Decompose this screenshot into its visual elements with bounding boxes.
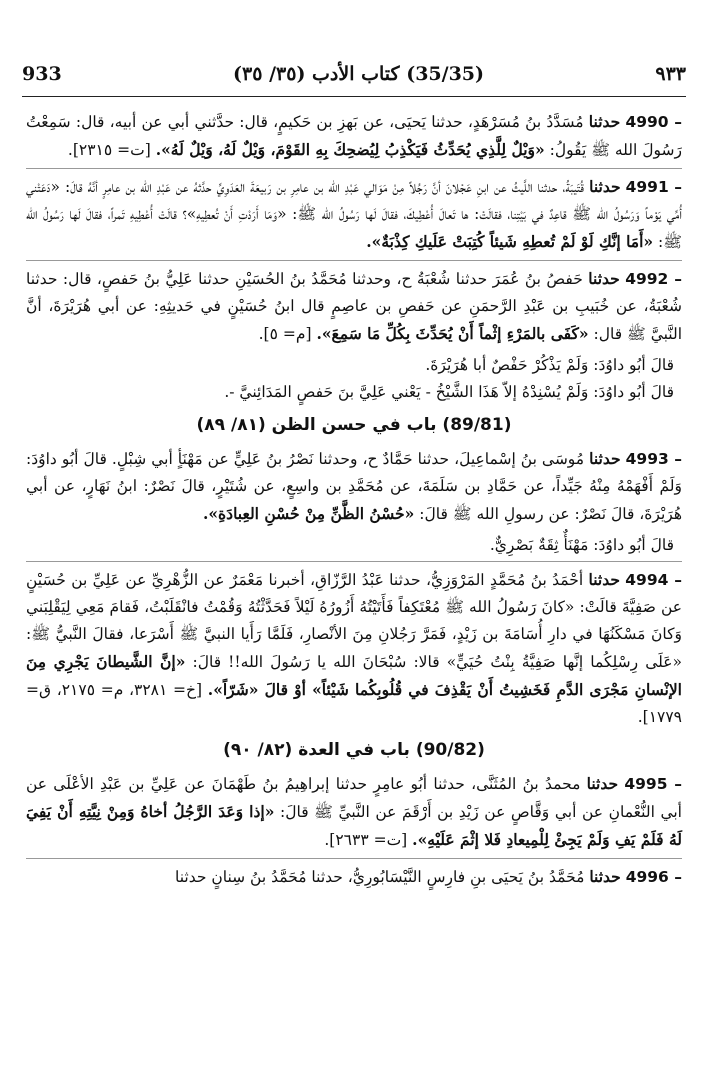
page-number-latin: 933: [22, 63, 62, 85]
editor-note: قالَ أبُو داوُدَ: وَلَمْ يُسْنِدْهُ إلاّ هَذَا الشَّيْخُ - يَعْني عَلِيَّ بنَ حَفصٍ المَدَائِنيَّ -.: [224, 383, 674, 401]
hadith-intro: حدثنا: [589, 449, 621, 468]
hadith-number: 4990 –: [625, 113, 682, 131]
hadith-intro: حدثنا: [588, 570, 620, 589]
hadith-intro: حدثنا: [589, 867, 621, 886]
hadith-number: 4994 –: [625, 571, 682, 589]
chapter-heading: (90/82) باب في العدة (٨٢/ ٩٠): [223, 740, 485, 760]
hadith-quote: «حُسْنُ الظَّنِّ مِنْ حُسْنِ العِبادَةِ».: [202, 504, 415, 523]
hadith-4992: [26, 260, 682, 348]
hadith-quote: «إذا وَعَدَ الرَّجُلُ أخاهُ وَمِنْ نِيَّتِهِ أَنْ يَفِيَ لَهُ فَلَمْ يَفِ وَلَمْ يَجِئْ لِلْمِيعادِ فَلا إثْمَ عَلَيْهِ».: [26, 802, 682, 849]
hadith-chain: مُسَدَّدُ بنُ مُسَرْهَدٍ، حدثنا يَحيَى، عن بَهزِ بن حَكيمٍ، قال: حدَّثني أبي عن أبيه، قال: سَمِعْتُ رَسُولَ الله ﷺ يَقُولُ:: [26, 113, 682, 159]
page-header: [22, 52, 686, 97]
hadith-quote: «أَمَا إنَّكِ لَوْ لَمْ تُعطِهِ شَيئاً كُتِبَتْ عَلَيكِ كِذْبَةٌ».: [366, 232, 654, 251]
editor-note: قالَ أبُو داوُدَ: وَلَمْ يَذْكُرْ حَفْصٌ أبا هُرَيْرَةَ.: [425, 356, 674, 374]
hadith-quote: «كَفَى بالمَرْءِ إثْماً أَنْ يُحَدِّثَ بِكُلِّ مَا سَمِعَ».: [316, 324, 589, 343]
hadith-number: 4996 –: [625, 868, 682, 886]
hadith-intro: حدثنا: [588, 112, 621, 131]
hadith-quote: «وَيْلٌ لِلَّذِي يُحَدِّثُ فَيَكْذِبُ لِيُضحِكَ بِهِ القَوْمَ، وَيْلٌ لَهُ، وَيْلٌ لَهُ».: [155, 140, 545, 159]
hadith-chain: محمدُ بنُ المُثَنَّى، حدثنا أبُو عامِرٍ حدثنا إبراهِيمُ بنُ طَهْمَانَ عن عَلِيِّ بن عَبْدِ الأعْلَى عن أبي النُّعْمانِ عن أبي وَقَّاصٍ عن زَيْدِ بن أَرْقَمَ عن النَّبيِّ ﷺ قالَ:: [26, 775, 682, 821]
hadith-4993: [26, 445, 682, 528]
hadith-4994: [26, 561, 682, 731]
hadith-quote: «إنَّ الشَّيطانَ يَجْرِي مِنَ الإنْسانِ مَجْرَى الدَّمِ فَخَشِيتُ أَنْ يَقْذِفَ في قُلُوبِكُما شَيْئاً» أوْ قالَ «شَرّاً».: [26, 652, 682, 699]
hadith-number: 4992 –: [625, 270, 682, 288]
hadith-4995: [26, 770, 682, 854]
hadith-reference: [م= ٥].: [258, 325, 312, 343]
hadith-intro: حدثنا: [588, 269, 620, 288]
hadith-chain: مُحَمَّدُ بنُ يَحيَى بنِ فارِسٍ النَّيْسَابُورِيُّ، حدثنا مُحَمَّدُ بنُ سِنانٍ حدثنا: [175, 868, 585, 886]
hadith-number: 4991 –: [625, 178, 682, 196]
hadith-reference: [ت= ٢٣١٥].: [67, 141, 151, 159]
hadith-chain: أحْمَدُ بنُ مُحَمَّدٍ المَرْوَزِيُّ، حدثنا عَبْدُ الرَّزّاقِ، أخبرنا مَعْمَرٌ عن الزُّهْرِيِّ عن عَلِيِّ بن حُسَيْنٍ عن صَفِيَّةَ قالَتْ: «كانَ رَسُولُ الله ﷺ مُعْتَكِفاً فَأَتَيْتُهُ أَزُورُهُ لَيْلاً فَحَدَّثْتُهُ وَقُمْتُ فانْقَلَبْتُ، فَقامَ مَعِي لِيَقْلِبَني وَكانَ مَسْكَنُهَا في دارِ أُسَامَةَ بن زَيْدٍ، فَمَرَّ رَجُلانِ مِنَ الأنْصارِ، فَلَمَّا رَأَيا النبيَّ ﷺ أَسْرَعا، فقالَ النَّبيُّ ﷺ: «عَلَى رِسْلِكُما إنَّها صَفِيَّةُ بِنْتُ حُيَيٍّ» قالا: سُبْحَانَ الله يا رَسُولَ الله!! قالَ:: [26, 571, 682, 671]
hadith-reference: [ت= ٢٦٣٣].: [324, 831, 408, 849]
hadith-intro: حدثنا: [589, 177, 621, 196]
hadith-chain: حَفصُ بنُ عُمَرَ حدثنا شُعْبَةُ ح، وحدثنا مُحَمَّدُ بنُ الحُسَيْنِ حدثنا عَلِيُّ بنُ حَفصٍ، قال: حدثنا شُعْبَةُ، عن خُبَيبِ بن عَبْدِ الرَّحمَنِ عن حَفصِ بن عاصِمٍ قال ابنُ حُسَيْنٍ في حَديثِهِ: عن أبي هُرَيْرَةَ، أنَّ النَّبيَّ ﷺ قال:: [26, 270, 682, 343]
hadith-number: 4993 –: [625, 450, 683, 468]
hadith-number: 4995 –: [624, 775, 682, 793]
hadith-chain: قُتَيبَةُ، حدثنا اللَّيثُ عن ابنِ عَجْلانَ أنَّ رَجُلاً مِنْ مَوَالي عَبْدِ الله بن عامِرِ بن رَبيعَةَ العَدَوِيِّ حدَّثهُ عن عَبْدِ الله بن عامِرٍ أنَّهُ قالَ: «دَعَتْني أُمِّي يَوْماً وَرَسُولُ الله ﷺ قاعِدٌ في بَيْتِنا، فقالَتْ: ها تَعالَ أُعْطِيكَ، فقالَ لَها رَسُولُ الله ﷺ: «وَمَا أَرَدْتِ أَنْ تُعطِيهِ»؟ قالَتْ أُعْطِيهِ تَمراً، فقالَ لَها رَسُولُ الله ﷺ:: [26, 178, 682, 251]
running-title: (35/35) كتاب الأدب (٣٥/ ٣٥): [233, 63, 485, 85]
page-number-arabic: ٩٣٣: [655, 63, 686, 85]
hadith-4991: [26, 168, 682, 256]
hadith-4990: [26, 108, 682, 164]
hadith-chain: مُوسَى بنُ إسْماعِيلَ، حدثنا حَمَّادٌ ح، وحدثنا نَصْرُ بنُ عَلِيٍّ عن مَهْنَأٍ أبي شِبْلٍ. قالَ أبُو داوُدَ: وَلَمْ أَفْهَمْهُ مِنْهُ جَيِّداً، عن حَمَّادِ بن سَلَمَةَ، عن مُحَمَّدِ بن واسِعٍ، عن شُتَيْرٍ، قالَ نَصْرٌ: ابنُ نَهَارٍ، عن أبي هُرَيْرَةَ، قالَ نَصْرٌ: عن رسولِ الله ﷺ قالَ:: [26, 450, 682, 523]
editor-note: قالَ أبُو داوُدَ: مَهْنَأٌ ثِقَةٌ بَصْرِيٌّ.: [489, 536, 674, 554]
hadith-4996: [26, 858, 682, 891]
hadith-reference: [خ= ٣٢٨١، م= ٢١٧٥، ق= ١٧٧٩].: [26, 681, 682, 726]
chapter-heading: (89/81) باب في حسن الظن (٨١/ ٨٩): [196, 415, 512, 435]
hadith-intro: حدثنا: [586, 774, 619, 793]
page-body: [26, 108, 682, 895]
